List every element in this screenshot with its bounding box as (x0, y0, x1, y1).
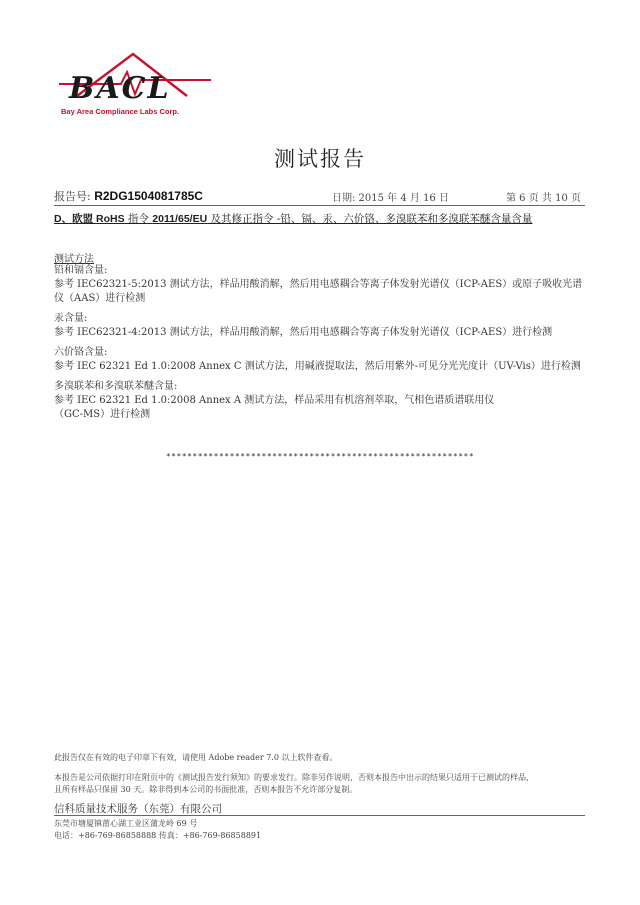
end-of-section-marker: ********************************************************** (165, 452, 475, 461)
report-date: 日期: 2015 年 4 月 16 日 (332, 193, 449, 204)
header-divider (54, 205, 585, 206)
section-heading (54, 211, 532, 226)
report-number (54, 188, 203, 204)
company-phone-fax: 电话：+86-769-86858888 传真：+86-769-86858891 (54, 831, 262, 840)
method-item-line: 参考 IEC62321-5:2013 测试方法，样品用酸消解，然后用电感耦合等离子体发射光谱仪（ICP-AES）或原子吸收光谱 (54, 279, 583, 290)
footer-note-validity: 此报告仅在有效的电子印章下有效，请使用 Adobe reader 7.0 以上软件查看。 (54, 753, 338, 762)
section-mid: 指令 (124, 213, 153, 225)
method-item-line: （GC-MS）进行检测 (54, 409, 151, 420)
section-suffix: 及其修正指令 -铅、镉、汞、六价铬、多溴联苯和多溴联苯醚含量含量 (207, 213, 533, 225)
logo-tagline: Bay Area Compliance Labs Corp. (61, 107, 180, 116)
method-item-line: 参考 IEC 62321 Ed 1.0:2008 Annex C 测试方法，用碱液提取法，然后用紫外-可见分光光度计（UV-Vis）进行检测 (54, 361, 581, 372)
method-item-label: 六价铬含量: (54, 347, 108, 358)
company-name: 信科质量技术服务（东莞）有限公司 (54, 803, 222, 815)
bacl-logo (55, 50, 215, 122)
section-prefix: D、欧盟 (54, 213, 96, 225)
page-indicator: 第 6 页 共 10 页 (506, 193, 581, 204)
company-address: 东莞市塘厦镇莆心湖工业区蒲龙岭 69 号 (54, 819, 198, 828)
method-item-label: 多溴联苯和多溴联苯醚含量: (54, 381, 178, 392)
method-item-line: 参考 IEC 62321 Ed 1.0:2008 Annex A 测试方法，样品采用有机溶剂萃取，气相色谱质谱联用仪 (54, 395, 495, 406)
logo-wordmark: BACL (69, 71, 171, 106)
method-heading: 测试方法 (54, 254, 94, 265)
footer-note-terms-continued: 且所有样品只保留 30 天。除非得到本公司的书面批准，否则本报告不允许部分复制。 (54, 785, 358, 794)
method-item-label: 铅和镉含量: (54, 265, 108, 276)
method-item-label: 汞含量: (54, 313, 88, 324)
method-item-line: 仪（AAS）进行检测 (54, 293, 146, 304)
report-number-label: 报告号: (54, 190, 91, 203)
report-number-value: R2DG1504081785C (94, 189, 203, 203)
footer-divider (54, 815, 585, 816)
section-directive: 2011/65/EU (152, 213, 208, 225)
method-item-line: 参考 IEC62321-4:2013 测试方法，样品用酸消解，然后用电感耦合等离子体发射光谱仪（ICP-AES）进行检测 (54, 327, 553, 338)
section-rohs: RoHS (96, 213, 125, 225)
footer-note-terms: 本报告是公司依据打印在附页中的《测试报告发行须知》的要求发行。除非另作说明，否则本报告中出示的结果只适用于已测试的样品， (54, 773, 534, 782)
report-title: 测试报告 (274, 147, 366, 171)
